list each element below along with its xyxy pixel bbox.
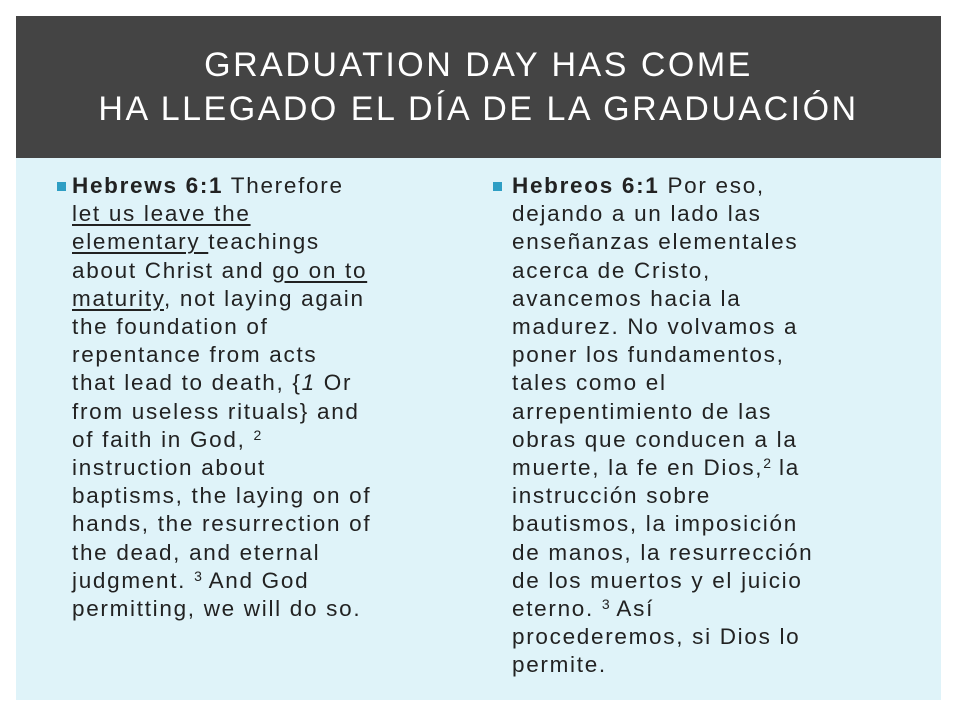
spanish-column xyxy=(512,172,912,680)
verse-number: 3 xyxy=(194,567,202,584)
square-bullet-icon xyxy=(493,172,509,200)
verse-number: 2 xyxy=(253,426,262,443)
underlined-phrase: elementary xyxy=(72,229,209,255)
english-verse-reference: Hebrews 6:1 xyxy=(72,173,224,198)
spanish-verse-reference: Hebreos 6:1 xyxy=(512,173,660,198)
spanish-verse-text: Hebreos 6:1 Por eso, dejando a un lado las enseñanzas elementales acerca de Cristo, avancemos hacia la madurez. No volvamos a poner los fundamentos, tales como el arrepentimiento de las obras que conducen a la muerte, la fe en Dios,$^2$ la instrucción sobre bautismos, la imposición de manos, la resurrección de los muertos y el juicio eterno. $^3$ Así procederemos, si Dios lo permite. xyxy=(512,173,814,678)
underlined-phrase: let us leave the xyxy=(72,201,251,227)
verse-number: 2 xyxy=(763,455,772,472)
square-bullet-icon xyxy=(57,172,73,200)
footnote-marker: 1 xyxy=(301,370,316,396)
underlined-phrase: go on to xyxy=(272,257,368,283)
content-panel xyxy=(16,158,941,700)
english-verse-text: Hebrews 6:1 Therefore let us leave the elementary teachings about Christ and go on to maturity, not laying again the foundation of repentance from acts that lead to death, {1 Or from useless rituals} and of faith in God, $^2$ instruction about baptisms, the laying on of hands, the resurrection of the dead, and eternal judgment. $^3$ And God permitting, we will do so. xyxy=(72,173,372,622)
verse-number: 3 xyxy=(601,596,610,613)
underlined-phrase: maturity xyxy=(72,285,164,311)
english-column xyxy=(72,172,462,623)
title-spanish: HA LLEGADO EL DÍA DE LA GRADUACIÓN xyxy=(98,90,859,128)
title-english: GRADUATION DAY HAS COME xyxy=(204,46,753,84)
title-bar xyxy=(16,16,941,158)
